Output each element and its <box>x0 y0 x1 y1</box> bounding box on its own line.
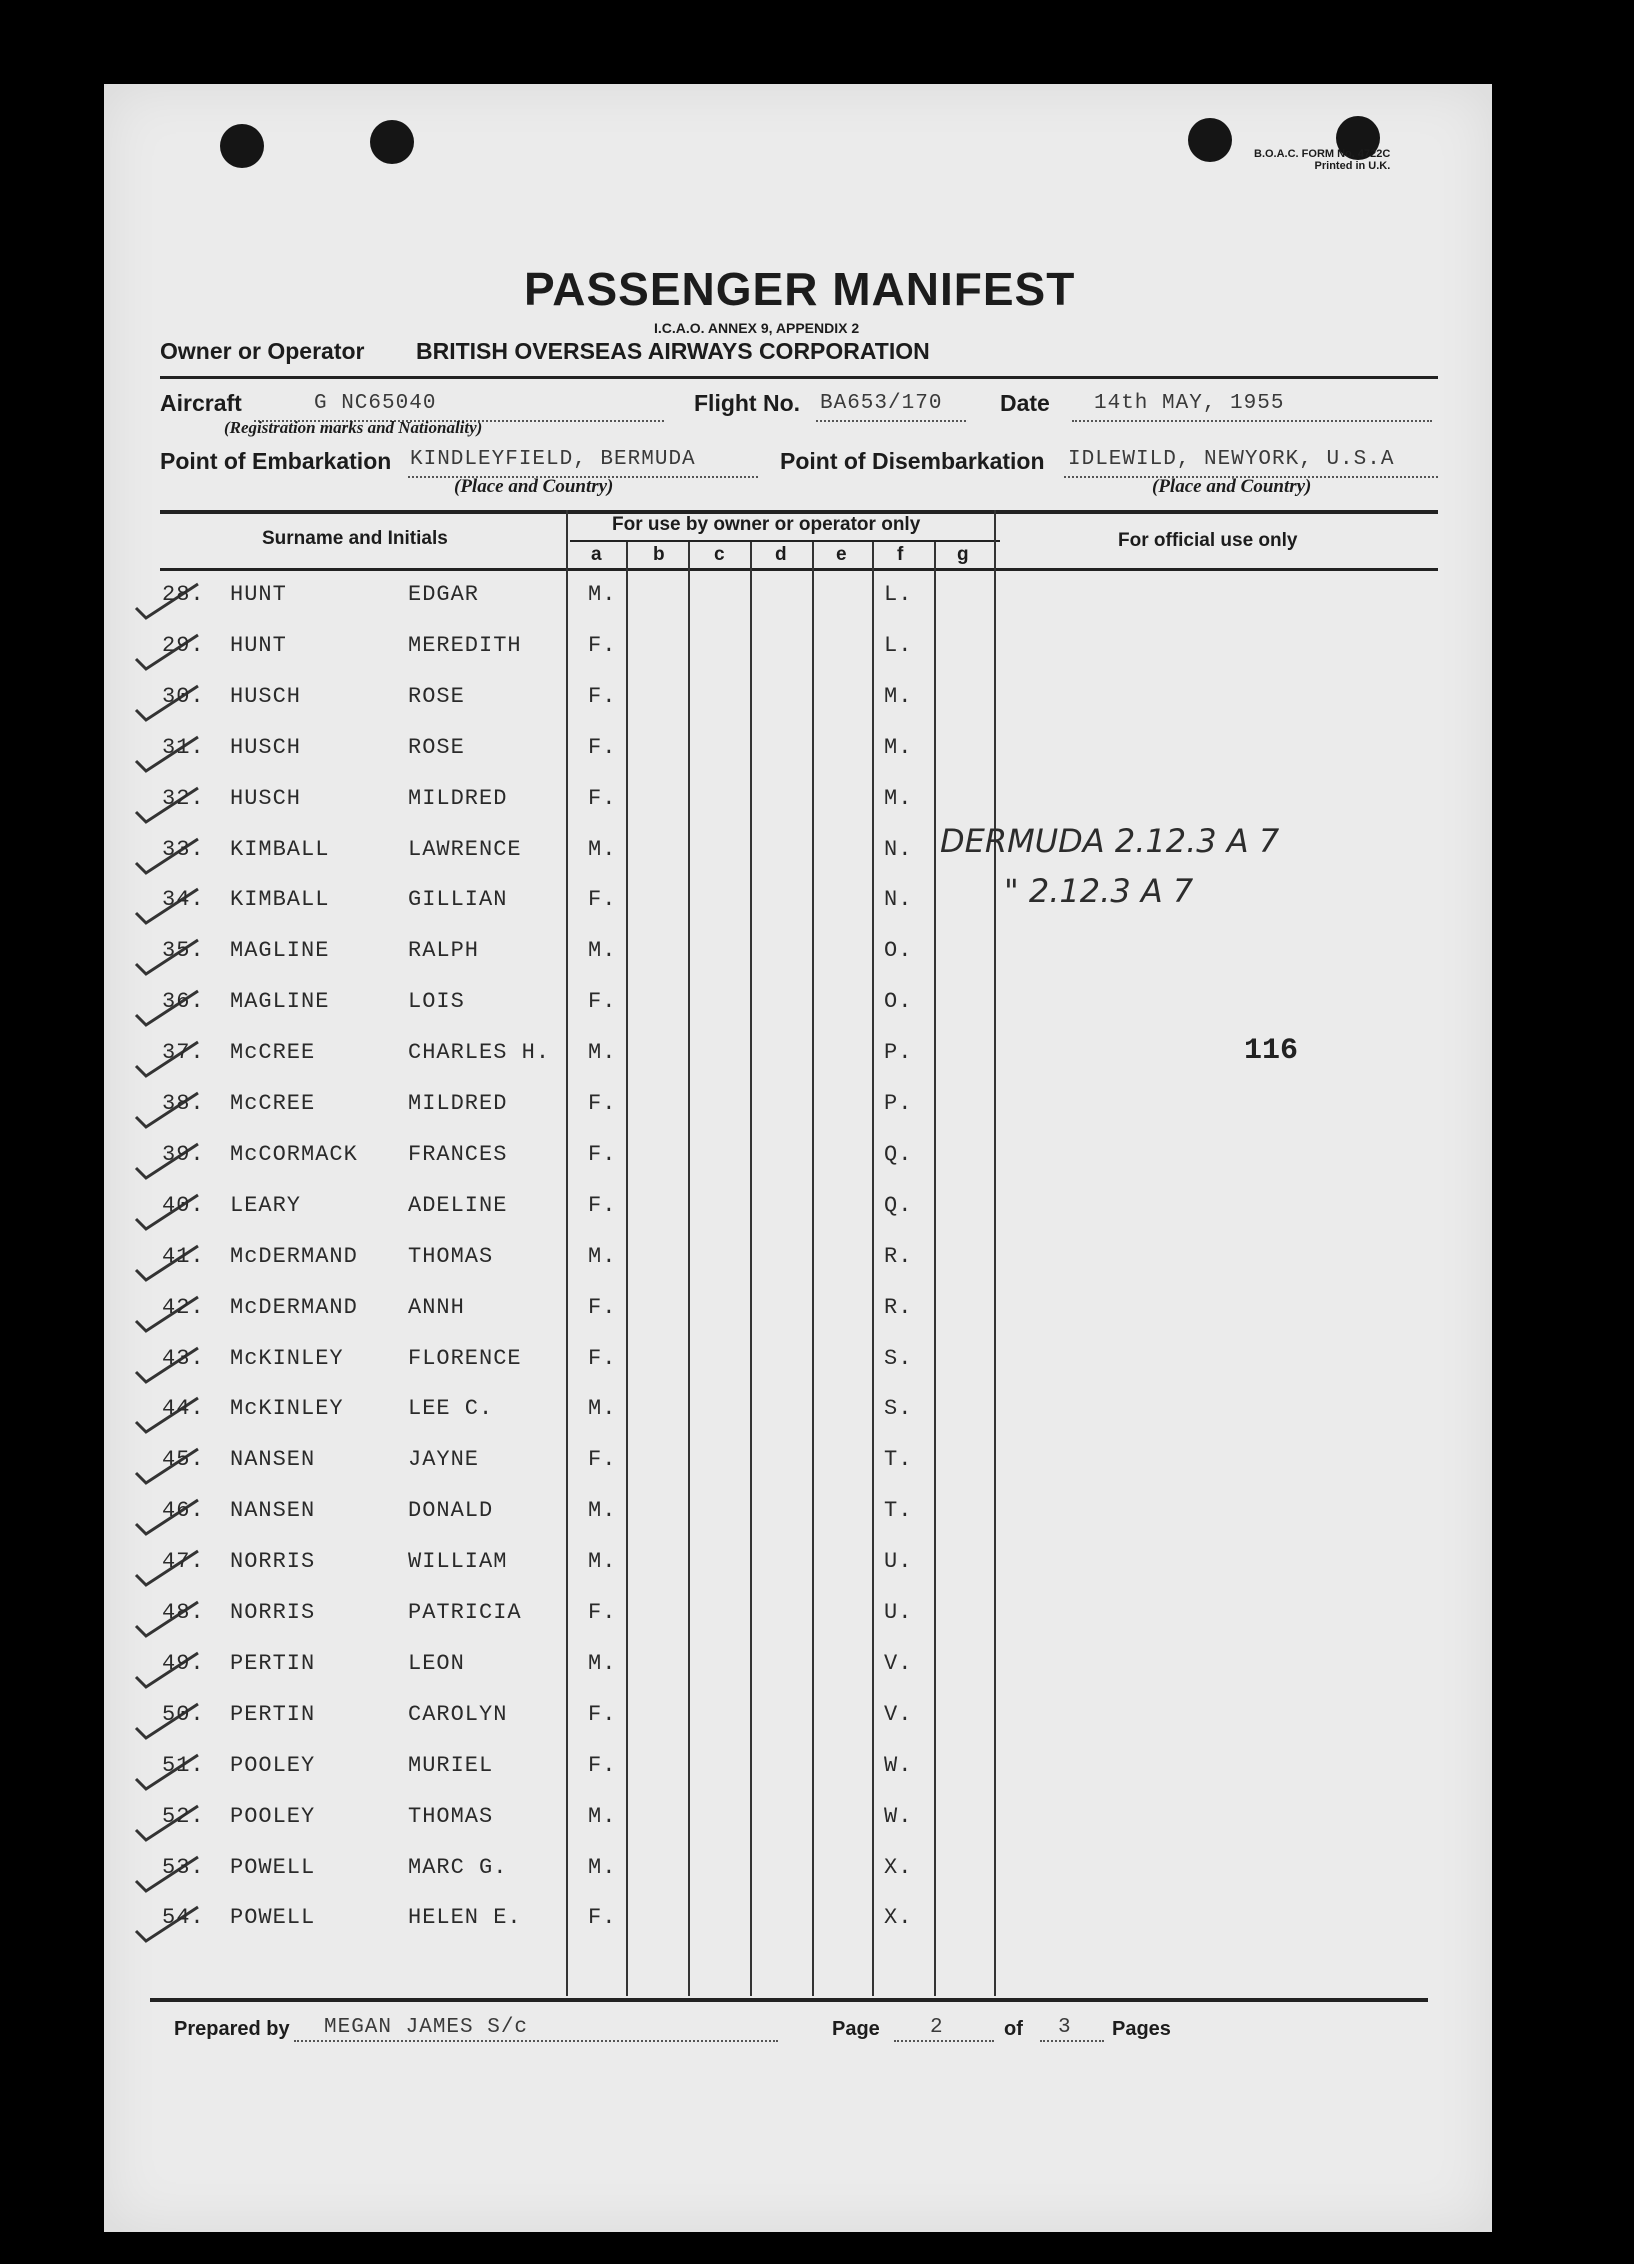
passenger-group-code: R. <box>884 1294 913 1320</box>
header-rule <box>160 376 1438 379</box>
passenger-group-code: U. <box>884 1600 913 1625</box>
col-c-header: c <box>714 544 725 565</box>
passenger-group-code: O. <box>884 989 913 1015</box>
passenger-given-name: THOMAS <box>408 1803 494 1829</box>
passenger-group-code: S. <box>884 1396 913 1422</box>
prepared-value: MEGAN JAMES S/c <box>324 2016 529 2039</box>
table-row <box>104 1388 1492 1439</box>
passenger-sex: F. <box>588 1752 617 1778</box>
table-row <box>104 1439 1492 1490</box>
row-number: 38. <box>162 1091 205 1116</box>
passenger-sex: M. <box>588 938 617 964</box>
row-number: 33. <box>162 836 205 862</box>
table-row <box>104 981 1492 1032</box>
embark-note: (Place and Country) <box>454 476 614 497</box>
handwritten-note: DERMUDA 2.12.3 A 7 <box>940 822 1280 860</box>
passenger-group-code: P. <box>884 1091 913 1116</box>
page-subtitle: I.C.A.O. ANNEX 9, APPENDIX 2 <box>654 320 860 336</box>
passenger-given-name: ROSE <box>408 734 465 760</box>
row-number: 37. <box>162 1040 205 1066</box>
passenger-sex: M. <box>588 1803 617 1829</box>
passenger-given-name: LEON <box>408 1650 465 1676</box>
passenger-given-name: ROSE <box>408 683 465 709</box>
date-label: Date <box>1000 390 1050 416</box>
row-number: 50. <box>162 1701 205 1727</box>
passenger-sex: M. <box>588 1243 617 1269</box>
table-row <box>104 778 1492 829</box>
row-number: 43. <box>162 1345 205 1371</box>
table-row <box>104 676 1492 727</box>
table-row <box>104 1694 1492 1745</box>
table-row <box>104 1592 1492 1643</box>
passenger-given-name: LAWRENCE <box>408 836 522 862</box>
stamp-number: 116 <box>1244 1034 1299 1068</box>
passenger-given-name: WILLIAM <box>408 1549 508 1575</box>
passenger-given-name: MURIEL <box>408 1752 494 1778</box>
passenger-sex: F. <box>588 1600 617 1625</box>
embark-value: KINDLEYFIELD, BERMUDA <box>410 448 696 471</box>
passenger-given-name: HELEN E. <box>408 1905 522 1931</box>
table-row <box>104 1134 1492 1185</box>
passenger-sex: M. <box>588 1854 617 1880</box>
passenger-surname: McCREE <box>230 1091 316 1116</box>
passenger-surname: LEARY <box>230 1192 302 1218</box>
row-number: 30. <box>162 683 205 709</box>
passenger-surname: McKINLEY <box>230 1345 344 1371</box>
punch-hole <box>220 124 264 168</box>
table-row <box>104 1236 1492 1287</box>
passenger-group-code: W. <box>884 1803 913 1829</box>
passenger-sex: F. <box>588 734 617 760</box>
row-number: 39. <box>162 1141 205 1167</box>
passenger-group-code: P. <box>884 1040 913 1066</box>
page-title: PASSENGER MANIFEST <box>524 263 1076 315</box>
footer-rule <box>150 1998 1428 2002</box>
table-row <box>104 1643 1492 1694</box>
table-row <box>104 1897 1492 1948</box>
table-row <box>104 829 1492 880</box>
passenger-sex: F. <box>588 632 617 658</box>
passenger-surname: MAGLINE <box>230 938 330 964</box>
passenger-sex: F. <box>588 887 617 913</box>
col-a-header: a <box>591 544 602 565</box>
passenger-group-code: L. <box>884 632 913 658</box>
passenger-sex: F. <box>588 1345 617 1371</box>
disembark-label: Point of Disembarkation <box>780 448 1045 474</box>
passenger-given-name: MARC G. <box>408 1854 508 1880</box>
table-row <box>104 1083 1492 1134</box>
passenger-group-code: O. <box>884 938 913 964</box>
passenger-group-code: N. <box>884 887 913 913</box>
passenger-sex: F. <box>588 683 617 709</box>
passenger-given-name: THOMAS <box>408 1243 494 1269</box>
table-row <box>104 625 1492 676</box>
row-number: 54. <box>162 1905 205 1931</box>
row-number: 42. <box>162 1294 205 1320</box>
row-number: 51. <box>162 1752 205 1778</box>
surname-header: Surname and Initials <box>262 528 448 549</box>
row-number: 45. <box>162 1447 205 1473</box>
passenger-group-code: Q. <box>884 1141 913 1167</box>
passenger-sex: F. <box>588 1192 617 1218</box>
passenger-surname: KIMBALL <box>230 887 330 913</box>
prepared-label: Prepared by <box>174 2018 290 2040</box>
table-row <box>104 879 1492 930</box>
disembark-note: (Place and Country) <box>1152 476 1312 497</box>
passenger-surname: NANSEN <box>230 1447 316 1473</box>
passenger-sex: M. <box>588 836 617 862</box>
handwritten-note: " 2.12.3 A 7 <box>1004 872 1194 910</box>
passenger-group-code: Q. <box>884 1192 913 1218</box>
flight-value: BA653/170 <box>820 392 943 415</box>
passenger-surname: HUSCH <box>230 734 302 760</box>
row-number: 34. <box>162 887 205 913</box>
operator-header: For use by owner or operator only <box>612 514 921 535</box>
owner-label: Owner or Operator <box>160 338 365 364</box>
manifest-sheet <box>104 84 1492 2232</box>
passenger-group-code: M. <box>884 683 913 709</box>
passenger-surname: POOLEY <box>230 1803 316 1829</box>
passenger-group-code: V. <box>884 1701 913 1727</box>
passenger-given-name: EDGAR <box>408 582 480 607</box>
aircraft-value: G NC65040 <box>314 392 437 415</box>
passenger-surname: McDERMAND <box>230 1294 358 1320</box>
passenger-sex: F. <box>588 1294 617 1320</box>
row-number: 31. <box>162 734 205 760</box>
embark-label: Point of Embarkation <box>160 448 392 474</box>
pages-label: Pages <box>1112 2018 1171 2040</box>
passenger-given-name: MILDRED <box>408 1091 508 1116</box>
row-number: 35. <box>162 938 205 964</box>
table-row <box>104 574 1492 625</box>
form-number: B.O.A.C. FORM No. 4722C <box>1254 148 1391 160</box>
passenger-surname: McCREE <box>230 1040 316 1066</box>
passenger-group-code: X. <box>884 1905 913 1931</box>
row-number: 47. <box>162 1549 205 1575</box>
passenger-given-name: PATRICIA <box>408 1600 522 1625</box>
passenger-surname: POWELL <box>230 1905 316 1931</box>
passenger-given-name: MILDRED <box>408 785 508 811</box>
passenger-group-code: T. <box>884 1447 913 1473</box>
passenger-surname: MAGLINE <box>230 989 330 1015</box>
passenger-given-name: LOIS <box>408 989 465 1015</box>
passenger-given-name: ANNH <box>408 1294 465 1320</box>
date-value: 14th MAY, 1955 <box>1094 392 1285 415</box>
row-number: 48. <box>162 1600 205 1625</box>
passenger-given-name: RALPH <box>408 938 480 964</box>
passenger-surname: POOLEY <box>230 1752 316 1778</box>
passenger-surname: McKINLEY <box>230 1396 344 1422</box>
passenger-surname: PERTIN <box>230 1701 316 1727</box>
passenger-group-code: X. <box>884 1854 913 1880</box>
aircraft-label: Aircraft <box>160 390 242 416</box>
passenger-surname: PERTIN <box>230 1650 316 1676</box>
passenger-given-name: CHARLES H. <box>408 1040 551 1066</box>
passenger-surname: HUNT <box>230 632 287 658</box>
passenger-given-name: CAROLYN <box>408 1701 508 1727</box>
row-number: 52. <box>162 1803 205 1829</box>
total-pages: 3 <box>1058 2016 1072 2039</box>
passenger-given-name: FLORENCE <box>408 1345 522 1371</box>
row-number: 40. <box>162 1192 205 1218</box>
passenger-surname: KIMBALL <box>230 836 330 862</box>
passenger-group-code: L. <box>884 582 913 607</box>
passenger-sex: M. <box>588 1498 617 1524</box>
table-row <box>104 1185 1492 1236</box>
table-header-rule <box>160 568 1438 571</box>
page-label: Page <box>832 2018 880 2040</box>
passenger-sex: F. <box>588 989 617 1015</box>
passenger-surname: NORRIS <box>230 1600 316 1625</box>
punch-hole <box>370 120 414 164</box>
passenger-group-code: T. <box>884 1498 913 1524</box>
passenger-sex: F. <box>588 1905 617 1931</box>
flight-label: Flight No. <box>694 390 801 416</box>
table-row <box>104 1796 1492 1847</box>
passenger-given-name: MEREDITH <box>408 632 522 658</box>
row-number: 29. <box>162 632 205 658</box>
punch-hole <box>1188 118 1232 162</box>
printed-in: Printed in U.K. <box>1314 160 1391 172</box>
official-header: For official use only <box>1118 530 1298 551</box>
table-row <box>104 1847 1492 1898</box>
passenger-surname: NANSEN <box>230 1498 316 1524</box>
table-row <box>104 930 1492 981</box>
passenger-surname: McDERMAND <box>230 1243 358 1269</box>
col-b-header: b <box>653 544 665 565</box>
passenger-sex: M. <box>588 1396 617 1422</box>
passenger-surname: McCORMACK <box>230 1141 358 1167</box>
passenger-group-code: N. <box>884 836 913 862</box>
table-row <box>104 1541 1492 1592</box>
passenger-surname: NORRIS <box>230 1549 316 1575</box>
passenger-group-code: R. <box>884 1243 913 1269</box>
row-number: 36. <box>162 989 205 1015</box>
owner-value: BRITISH OVERSEAS AIRWAYS CORPORATION <box>416 338 930 364</box>
passenger-sex: M. <box>588 1040 617 1066</box>
passenger-sex: F. <box>588 1447 617 1473</box>
passenger-sex: M. <box>588 1549 617 1575</box>
passenger-group-code: U. <box>884 1549 913 1575</box>
passenger-sex: F. <box>588 1091 617 1116</box>
table-row <box>104 727 1492 778</box>
passenger-sex: F. <box>588 1701 617 1727</box>
passenger-group-code: S. <box>884 1345 913 1371</box>
passenger-group-code: M. <box>884 734 913 760</box>
registration-note: (Registration marks and Nationality) <box>224 418 483 437</box>
passenger-given-name: JAYNE <box>408 1447 480 1473</box>
col-g-header: g <box>957 544 969 565</box>
passenger-surname: POWELL <box>230 1854 316 1880</box>
page-number: 2 <box>930 2016 944 2039</box>
col-d-header: d <box>775 544 787 565</box>
form-number-block <box>1254 148 1390 172</box>
passenger-given-name: LEE C. <box>408 1396 494 1422</box>
passenger-surname: HUSCH <box>230 683 302 709</box>
table-row <box>104 1490 1492 1541</box>
passenger-sex: M. <box>588 582 617 607</box>
of-label: of <box>1004 2018 1023 2040</box>
col-f-header: f <box>897 544 904 565</box>
row-number: 32. <box>162 785 205 811</box>
passenger-group-code: W. <box>884 1752 913 1778</box>
table-row <box>104 1745 1492 1796</box>
passenger-sex: M. <box>588 1650 617 1676</box>
col-e-header: e <box>836 544 847 565</box>
row-number: 28. <box>162 582 205 607</box>
passenger-given-name: FRANCES <box>408 1141 508 1167</box>
row-number: 41. <box>162 1243 205 1269</box>
passenger-group-code: V. <box>884 1650 913 1676</box>
passenger-surname: HUSCH <box>230 785 302 811</box>
row-number: 44. <box>162 1396 205 1422</box>
passenger-given-name: DONALD <box>408 1498 494 1524</box>
passenger-given-name: ADELINE <box>408 1192 508 1218</box>
row-number: 53. <box>162 1854 205 1880</box>
table-row <box>104 1338 1492 1389</box>
passenger-group-code: M. <box>884 785 913 811</box>
table-row <box>104 1287 1492 1338</box>
disembark-value: IDLEWILD, NEWYORK, U.S.A <box>1068 448 1395 471</box>
passenger-sex: F. <box>588 1141 617 1167</box>
row-number: 46. <box>162 1498 205 1524</box>
passenger-given-name: GILLIAN <box>408 887 508 913</box>
row-number: 49. <box>162 1650 205 1676</box>
passenger-surname: HUNT <box>230 582 287 607</box>
passenger-sex: F. <box>588 785 617 811</box>
